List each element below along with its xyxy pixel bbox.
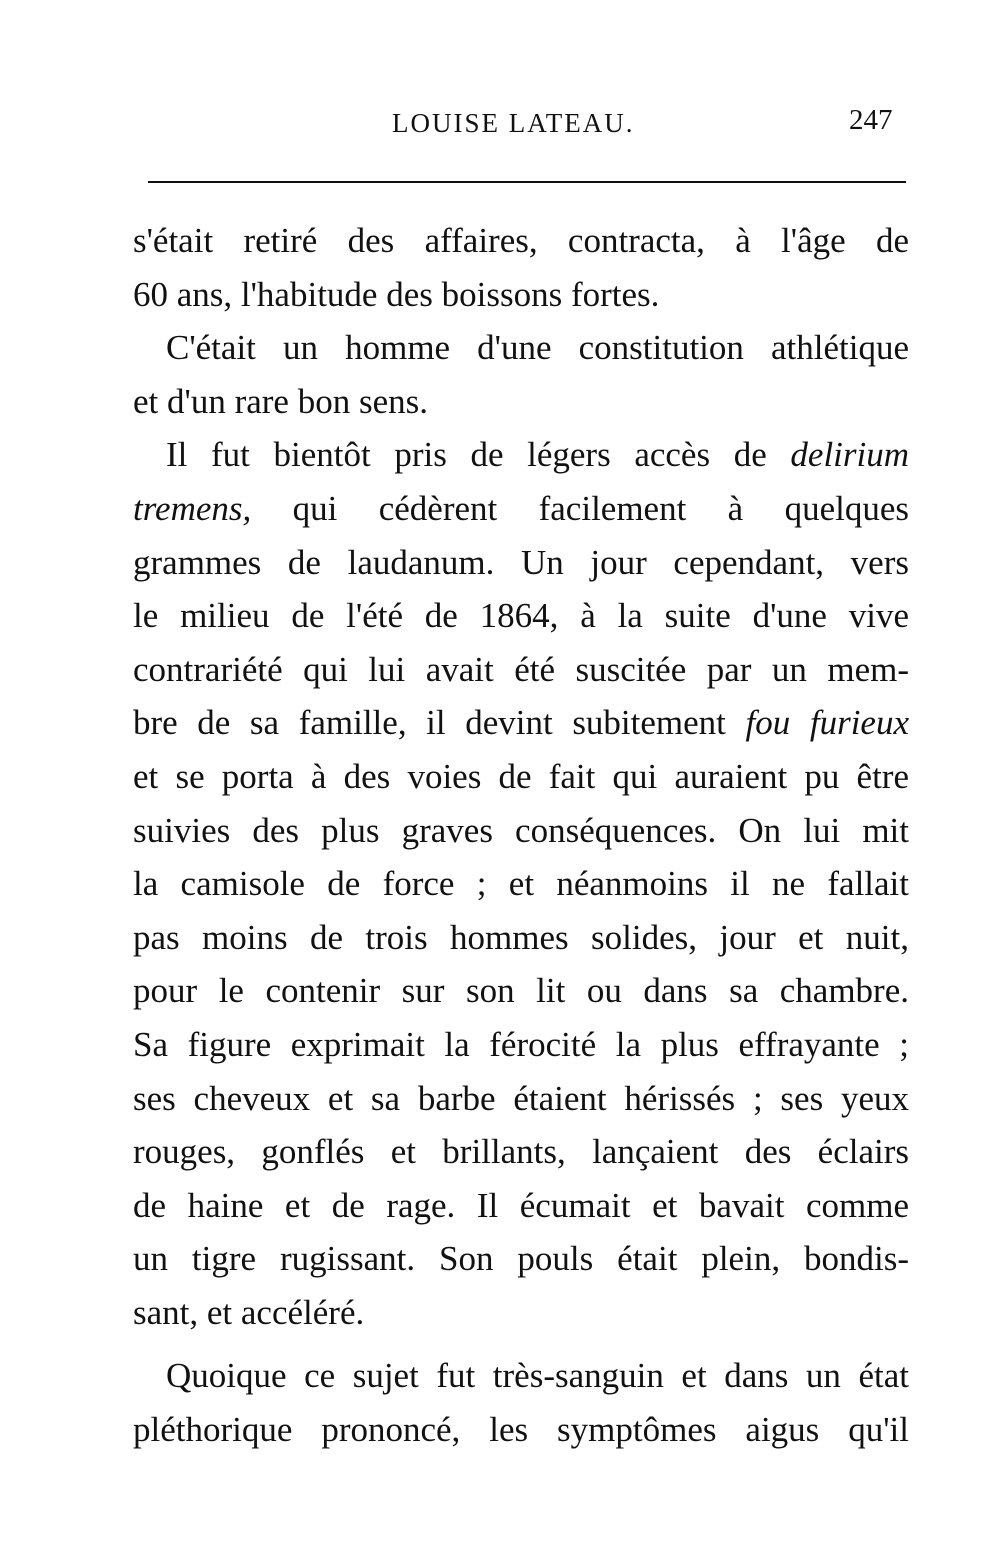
text-line: pour le contenir sur son lit ou dans sa chambre. xyxy=(133,971,909,1011)
text-span: Il fut bientôt pris de légers accès de xyxy=(166,435,767,475)
text-span: qui cédèrent facilement à quelques xyxy=(292,488,909,528)
italic-term: tremens, xyxy=(133,488,252,528)
running-head xyxy=(0,104,1000,144)
header-rule xyxy=(148,181,906,183)
text-line: 60 ans, l'habitude des boissons fortes. xyxy=(133,274,660,314)
text-line: et d'un rare bon sens. xyxy=(133,381,428,421)
text-line: la camisole de force ; et néanmoins il ne fallait xyxy=(133,864,909,904)
text-line: rouges, gonflés et brillants, lançaient des éclairs xyxy=(133,1132,909,1172)
running-title: LOUISE LATEAU. xyxy=(392,108,635,138)
italic-term: fou furieux xyxy=(745,703,909,743)
text-line: sant, et accéléré. xyxy=(133,1292,365,1332)
text-line: s'était retiré des affaires, contracta, à l'âge de xyxy=(133,221,909,260)
text-line: pas moins de trois hommes solides, jour et nuit, xyxy=(133,917,909,957)
text-line: un tigre rugissant. Son pouls était plein, bondis- xyxy=(133,1239,909,1279)
italic-term: delirium xyxy=(790,435,910,475)
text-line: contrariété qui lui avait été suscitée par un mem- xyxy=(133,649,909,689)
body-text xyxy=(133,214,909,1457)
text-line xyxy=(133,696,909,750)
text-line xyxy=(133,482,909,536)
text-line: pléthorique prononcé, les symptômes aigus qu'il xyxy=(133,1410,909,1450)
text-line: de haine et de rage. Il écumait et bavait comme xyxy=(133,1185,909,1225)
paragraph-gap xyxy=(133,1339,909,1349)
text-line: C'était un homme d'une constitution athlétique xyxy=(166,328,909,368)
text-line: suivies des plus graves conséquences. On lui mit xyxy=(133,810,909,850)
text-line: Quoique ce sujet fut très-sanguin et dans un état xyxy=(166,1356,909,1396)
text-line: Sa figure exprimait la férocité la plus effrayante ; xyxy=(133,1024,909,1064)
page-number: 247 xyxy=(849,104,893,136)
text-line xyxy=(133,428,909,482)
text-line: ses cheveux et sa barbe étaient hérissés ; ses yeux xyxy=(133,1078,909,1118)
text-span: bre de sa famille, il devint subitement xyxy=(133,703,726,743)
text-line: grammes de laudanum. Un jour cependant, vers xyxy=(133,542,909,582)
text-line: et se porta à des voies de fait qui auraient pu être xyxy=(133,756,909,796)
text-line: le milieu de l'été de 1864, à la suite d'une vive xyxy=(133,596,909,636)
